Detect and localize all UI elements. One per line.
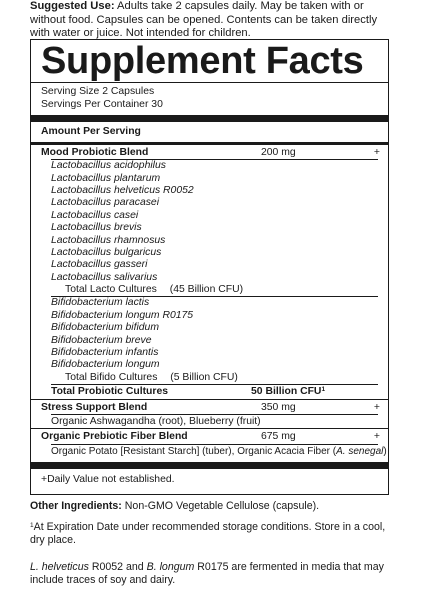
total-probiotic-row bbox=[41, 386, 378, 398]
total-lacto-label: Total Lacto Cultures bbox=[65, 284, 157, 296]
lacto-item: Lactobacillus rhamnosus bbox=[51, 234, 166, 246]
bifido-item: Bifidobacterium longum R0175 bbox=[51, 309, 194, 321]
total-probiotic-amount: 50 Billion CFU bbox=[251, 386, 322, 398]
lacto-item: Lactobacillus acidophilus bbox=[51, 160, 166, 172]
total-bifido-label: Total Bifido Cultures bbox=[65, 371, 158, 383]
supplement-facts-panel bbox=[30, 39, 389, 495]
row-divider bbox=[51, 384, 378, 385]
footnote-marker: 1 bbox=[321, 386, 326, 394]
lacto-item: Lactobacillus helveticus R0052 bbox=[51, 184, 194, 196]
ferment-text-1: R0052 and bbox=[88, 561, 147, 573]
bifido-item: Bifidobacterium lactis bbox=[51, 297, 150, 309]
title-divider bbox=[31, 82, 388, 83]
mood-blend-amount: 200 mg bbox=[261, 146, 296, 158]
suggested-use bbox=[30, 0, 400, 41]
prebiotic-ingredients-close: ) bbox=[383, 445, 387, 457]
mid-divider bbox=[31, 142, 388, 145]
thick-divider bbox=[31, 462, 388, 469]
prebiotic-blend-name: Organic Prebiotic Fiber Blend bbox=[41, 431, 188, 443]
lacto-item: Lactobacillus plantarum bbox=[51, 172, 161, 184]
ferment-text-2: R0175 are fermented in media that may include traces of soy and dairy. bbox=[30, 561, 384, 586]
total-lacto-cfu: (45 Billion CFU) bbox=[169, 284, 244, 296]
serving-size: Serving Size 2 Capsules bbox=[41, 86, 155, 97]
expiration-text: At Expiration Date under recommended storage conditions. Store in a cool, dry place. bbox=[30, 521, 386, 546]
suggested-use-text: Adults take 2 capsules daily. May be taken with or without food. Capsules can be opened. Contents can be taken directly with water or juice. Not intended for children. bbox=[30, 0, 378, 40]
stress-blend-amount: 350 mg bbox=[261, 401, 296, 413]
total-bifido-row bbox=[41, 372, 378, 384]
servings-per-container: Servings Per Container 30 bbox=[41, 98, 163, 110]
lacto-item: Lactobacillus gasseri bbox=[51, 259, 148, 271]
mood-blend-row bbox=[41, 147, 378, 159]
mood-blend-name: Mood Probiotic Blend bbox=[41, 146, 149, 158]
amount-per-serving: Amount Per Serving bbox=[41, 126, 141, 138]
lacto-item: Lactobacillus brevis bbox=[51, 222, 142, 234]
mood-blend-dv: + bbox=[373, 146, 380, 158]
total-bifido-cfu: (5 Billion CFU) bbox=[170, 371, 238, 383]
prebiotic-ingredients-species: A. senegal bbox=[336, 445, 384, 457]
lacto-item: Lactobacillus paracasei bbox=[51, 197, 160, 209]
other-ingredients-label: Other Ingredients: bbox=[30, 500, 122, 512]
bifido-item: Bifidobacterium infantis bbox=[51, 347, 159, 359]
other-ingredients bbox=[30, 500, 400, 513]
prebiotic-blend-ingredients bbox=[41, 445, 387, 458]
lacto-item: Lactobacillus casei bbox=[51, 209, 139, 221]
lacto-item: Lactobacillus salivarius bbox=[51, 271, 158, 283]
bifido-item: Bifidobacterium longum bbox=[51, 359, 160, 371]
prebiotic-ingredients-text: Organic Potato [Resistant Starch] (tuber), Organic Acacia Fiber ( bbox=[51, 445, 337, 457]
suggested-use-label: Suggested Use: bbox=[30, 0, 115, 12]
bifido-item: Bifidobacterium bifidum bbox=[51, 322, 159, 334]
panel-title: Supplement Facts bbox=[41, 40, 364, 82]
daily-value-note: +Daily Value not established. bbox=[41, 474, 175, 486]
bifido-item: Bifidobacterium breve bbox=[51, 334, 152, 346]
other-ingredients-text: Non-GMO Vegetable Cellulose (capsule). bbox=[121, 500, 320, 512]
footnote-marker: 1 bbox=[30, 522, 34, 529]
fermentation-note bbox=[30, 561, 400, 587]
expiration-note bbox=[30, 521, 400, 547]
prebiotic-blend-amount: 675 mg bbox=[261, 431, 296, 443]
ferment-species-2: B. longum bbox=[146, 561, 195, 573]
row-divider bbox=[31, 428, 388, 429]
ferment-species-1: L. helveticus bbox=[30, 561, 89, 573]
stress-blend-ingredients: Organic Ashwagandha (root), Blueberry (fruit) bbox=[51, 415, 261, 427]
stress-blend-name: Stress Support Blend bbox=[41, 401, 148, 413]
stress-blend-dv: + bbox=[373, 401, 380, 413]
stress-blend-row bbox=[41, 402, 378, 414]
prebiotic-blend-row bbox=[41, 431, 378, 443]
prebiotic-blend-dv: + bbox=[373, 431, 380, 443]
total-probiotic-label: Total Probiotic Cultures bbox=[51, 386, 168, 398]
lacto-item: Lactobacillus bulgaricus bbox=[51, 246, 162, 258]
total-lacto-row bbox=[41, 284, 378, 296]
thick-divider bbox=[31, 115, 388, 122]
row-divider bbox=[51, 414, 378, 415]
